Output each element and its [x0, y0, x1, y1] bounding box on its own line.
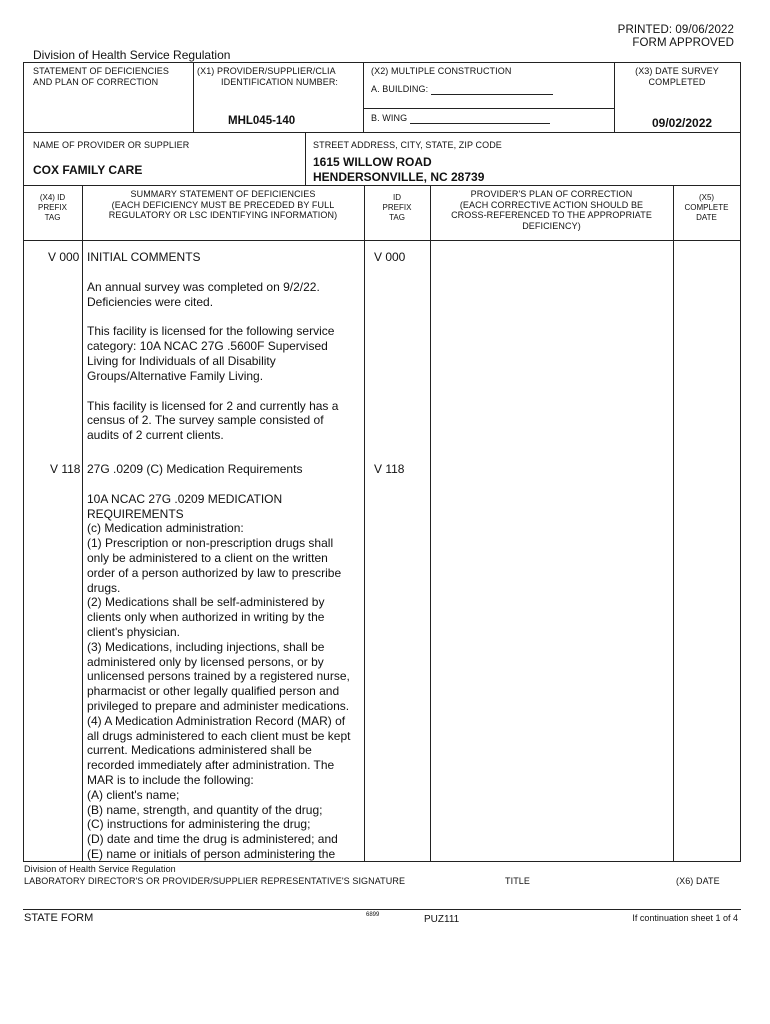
- x3-label: (X3) DATE SURVEY COMPLETED: [635, 66, 719, 87]
- x5-header: (X5) COMPLETE DATE: [684, 193, 729, 222]
- footer-rule: [23, 909, 741, 910]
- state-form-label: STATE FORM: [24, 912, 94, 924]
- division-title: Division of Health Service Regulation: [33, 48, 231, 62]
- date-label: (X6) DATE: [676, 876, 720, 886]
- v000-prefix-tag: V 000: [48, 250, 80, 264]
- footer-division: Division of Health Service Regulation: [24, 864, 176, 874]
- title-label: TITLE: [505, 876, 531, 886]
- v000-id-tag: V 000: [374, 250, 406, 264]
- v118-prefix-tag: V 118: [50, 462, 81, 476]
- continuation-note: If continuation sheet 1 of 4: [632, 913, 738, 923]
- provider-address: 1615 WILLOW ROAD HENDERSONVILLE, NC 28739: [313, 155, 485, 184]
- building-field[interactable]: [431, 85, 553, 95]
- provider-name-label: NAME OF PROVIDER OR SUPPLIER: [33, 140, 190, 150]
- x4-header: (X4) ID PREFIX TAG: [38, 193, 67, 222]
- provider-name: COX FAMILY CARE: [33, 163, 143, 177]
- plan-header: PROVIDER'S PLAN OF CORRECTION (EACH CORRECTIVE ACTION SHOULD BE CROSS-REFERENCED TO THE APPROPRIATE DEFICIENCY): [451, 189, 652, 231]
- v118-body: 10A NCAC 27G .0209 MEDICATION REQUIREMENTS (c) Medication administration: (1) Prescription or non-prescription drugs shall only be administered to a client on the written order of a person authorized by law to prescribe drugs. (2) Medications shall be self-administered by clients only when authorized in writing by the client's physician. (3) Medications, including injections, shall be administered only by licensed persons, or by unlicensed persons trained by a registered nurse, pharmacist or other legally qualified person and privileged to prepare and administer medications. (4) A Medication Administration Record (MAR) of all drugs administered to each client must be kept current. Medications administered shall be recorded immediately after administration. The MAR is to include the following: (A) client's name; (B) name, strength, and quantity of the drug; (C) instructions for administering the drug; (D) date and time the drug is administered; and (E) name or initials of person administering the: [87, 491, 351, 861]
- print-header: [618, 24, 734, 50]
- id-header: ID PREFIX TAG: [382, 193, 412, 222]
- v000-paragraph-1: An annual survey was completed on 9/2/22. Deficiencies were cited.: [87, 279, 320, 309]
- form-code: PUZ111: [424, 914, 460, 925]
- v000-summary: [87, 250, 363, 443]
- wing-field[interactable]: [410, 114, 550, 124]
- v118-title: 27G .0209 (C) Medication Requirements: [87, 462, 303, 476]
- survey-date: 09/02/2022: [652, 116, 713, 130]
- signature-label: LABORATORY DIRECTOR'S OR PROVIDER/SUPPLIER REPRESENTATIVE'S SIGNATURE: [24, 876, 406, 886]
- x2-wing: B. WING: [371, 113, 550, 124]
- printed-date: PRINTED: 09/06/2022: [617, 24, 734, 36]
- form-number: 6899: [366, 912, 380, 918]
- form-approved: FORM APPROVED: [632, 37, 734, 49]
- summary-header: SUMMARY STATEMENT OF DEFICIENCIES (EACH DEFICIENCY MUST BE PRECEDED BY FULL REGULATORY OR LSC IDENTIFYING INFORMATION): [108, 189, 338, 220]
- address-label: STREET ADDRESS, CITY, STATE, ZIP CODE: [313, 140, 502, 150]
- x2-label: (X2) MULTIPLE CONSTRUCTION: [371, 66, 512, 76]
- v000-paragraph-2: This facility is licensed for the following service category: 10A NCAC 27G .5600F Supervised Living for Individuals of all Disability Groups/Alternative Family Living.: [87, 324, 335, 383]
- v000-title: INITIAL COMMENTS: [87, 250, 201, 264]
- x2-building: A. BUILDING:: [371, 84, 553, 95]
- statement-label: STATEMENT OF DEFICIENCIES AND PLAN OF CORRECTION: [33, 66, 170, 87]
- v118-id-tag: V 118: [374, 462, 405, 476]
- v000-paragraph-3: This facility is licensed for 2 and currently has a census of 2. The survey sample consisted of audits of 2 current clients.: [87, 398, 339, 443]
- v118-summary: [87, 462, 363, 862]
- x1-label: (X1) PROVIDER/SUPPLIER/CLIA IDENTIFICATION NUMBER:: [197, 66, 339, 87]
- provider-id: MHL045-140: [228, 115, 296, 127]
